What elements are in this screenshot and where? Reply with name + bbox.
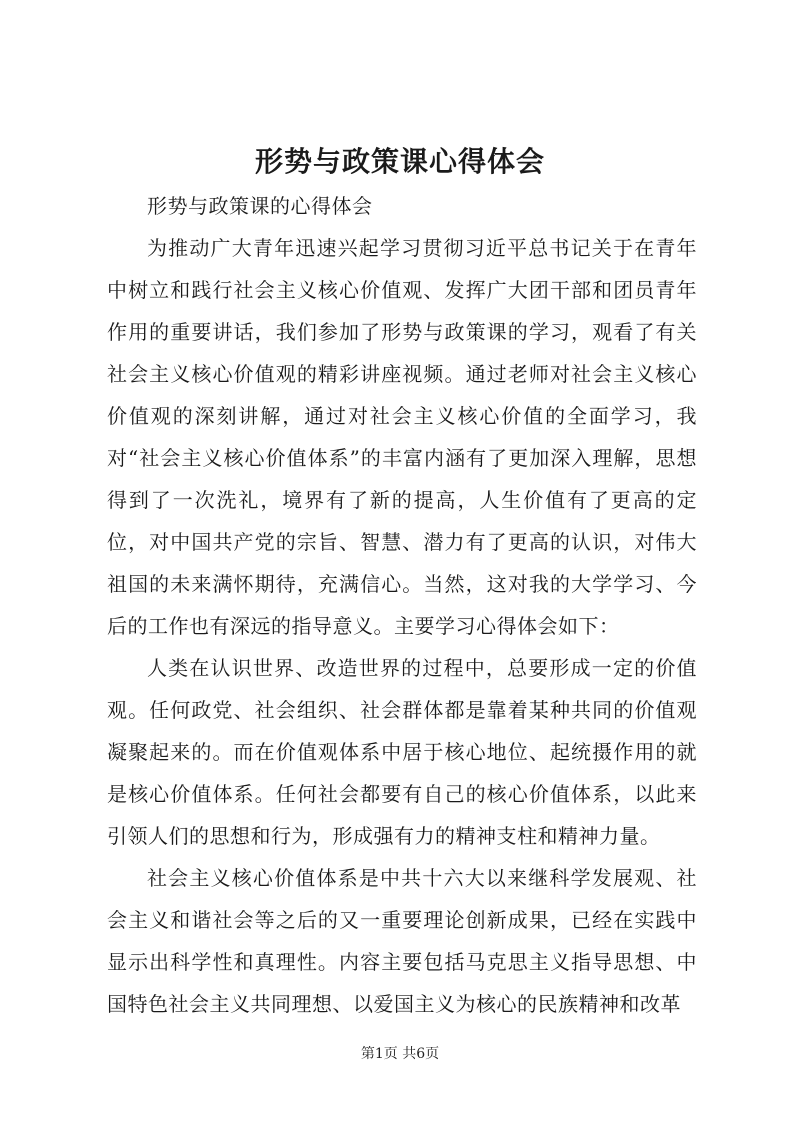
page-footer: 第1页 共6页 bbox=[360, 1046, 440, 1062]
body-paragraph-3: 社会主义核心价值体系是中共十六大以来继科学发展观、社会主义和谐社会等之后的又一重要理论创新成果，已经在实践中显示出科学性和真理性。内容主要包括马克思主义指导思想、中国特色社会主义共同理想、以爱国主义为核心的民族精神和改革 bbox=[107, 866, 697, 1016]
page-title: 形势与政策课心得体会 bbox=[254, 145, 545, 178]
subtitle-paragraph: 形势与政策课的心得体会 bbox=[147, 194, 373, 218]
body-paragraph-2: 人类在认识世界、改造世界的过程中，总要形成一定的价值观。任何政党、社会组织、社会群体都是靠着某种共同的价值观凝聚起来的。而在价值观体系中居于核心地位、起统摄作用的就是核心价值体系。任何社会都要有自己的核心价值体系，以此来引领人们的思想和行为，形成强有力的精神支柱和精神力量。 bbox=[107, 656, 697, 848]
document-body bbox=[107, 185, 697, 1025]
body-paragraph-1: 为推动广大青年迅速兴起学习贯彻习近平总书记关于在青年中树立和践行社会主义核心价值观、发挥广大团干部和团员青年作用的重要讲话，我们参加了形势与政策课的学习，观看了有关社会主义核心价值观的精彩讲座视频。通过老师对社会主义核心价值观的深刻讲解，通过对社会主义核心价值的全面学习，我对“社会主义核心价值体系”的丰富内涵有了更加深入理解，思想得到了一次洗礼，境界有了新的提高，人生价值有了更高的定位，对中国共产党的宗旨、智慧、潜力有了更高的认识，对伟大祖国的未来满怀期待，充满信心。当然，这对我的大学学习、今后的工作也有深远的指导意义。主要学习心得体会如下： bbox=[107, 236, 697, 638]
